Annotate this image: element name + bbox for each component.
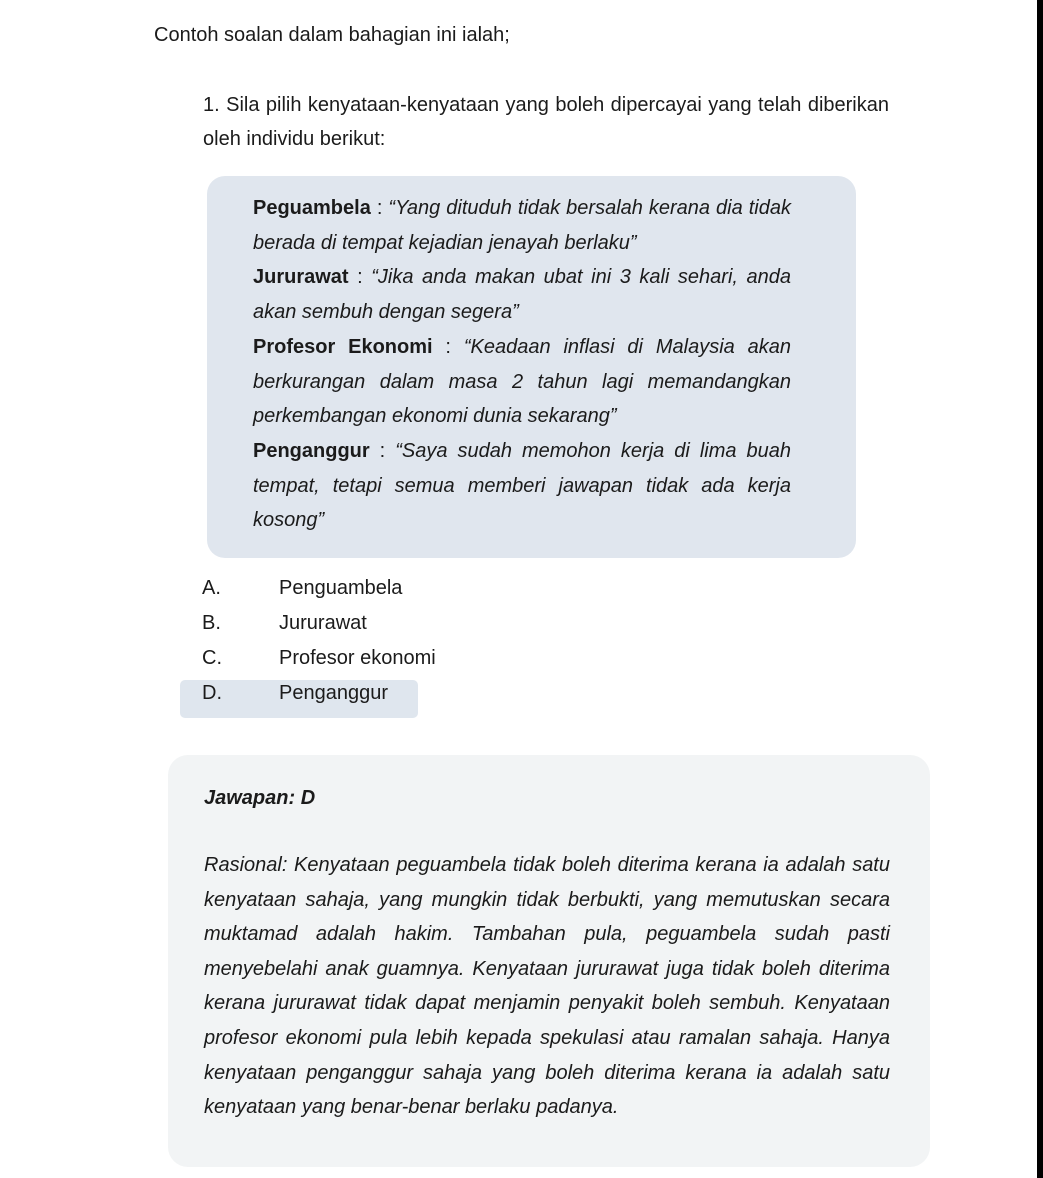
option-letter: D. <box>202 682 222 704</box>
answer-title: Jawapan: D <box>204 787 316 809</box>
statements-box <box>207 176 856 558</box>
option-text: Penguambela <box>279 577 403 599</box>
answer-options <box>180 571 600 711</box>
option-a[interactable] <box>180 571 600 606</box>
statement-speaker: Penganggur <box>253 439 370 462</box>
statement-speaker: Profesor Ekonomi <box>253 335 433 358</box>
statement-profesor-ekonomi: Profesor Ekonomi : “Keadaan inflasi di Malaysia akan berkurangan dalam masa 2 tahun lagi memandangkan perkembangan ekonomi dunia sekarang” <box>253 335 791 428</box>
option-letter: A. <box>202 577 221 599</box>
statement-penganggur: Penganggur : “Saya sudah memohon kerja di lima buah tempat, tetapi semua memberi jawapan tidak ada kerja kosong” <box>253 439 791 532</box>
option-text: Jururawat <box>279 612 367 634</box>
statement-speaker: Peguambela <box>253 197 371 219</box>
option-text: Profesor ekonomi <box>279 647 436 669</box>
answer-box <box>168 755 930 1167</box>
statement-quote: “Yang dituduh tidak bersalah kerana dia tidak berada di tempat kejadian jenayah berlaku” <box>253 197 791 254</box>
statement-quote: “Saya sudah memohon kerja di lima buah tempat, tetapi semua memberi jawapan tidak ada kerja kosong” <box>253 439 791 532</box>
option-b[interactable] <box>180 606 600 641</box>
option-text: Penganggur <box>279 682 388 704</box>
statement-quote: “Jika anda makan ubat ini 3 kali sehari, anda akan sembuh dengan segera” <box>253 266 792 324</box>
question-number: 1. <box>203 94 220 116</box>
statement-quote: “Keadaan inflasi di Malaysia akan berkurangan dalam masa 2 tahun lagi memandangkan perkembangan ekonomi dunia sekarang” <box>253 335 791 428</box>
statement-speaker: Jururawat <box>253 266 349 289</box>
answer-rationale: Rasional: Kenyataan peguambela tidak boleh diterima kerana ia adalah satu kenyataan sahaja, yang mungkin tidak berbukti, yang memutuskan secara muktamad adalah hakim. Tambahan pula, peguambela sudah pasti menyebelahi anak guamnya. Kenyataan jururawat juga tidak boleh diterima kerana jururawat tidak dapat menjamin penyakit boleh sembuh. Kenyataan profesor ekonomi pula lebih kepada spekulasi atau ramalan sahaja. Hanya kenyataan penganggur sahaja yang boleh diterima kerana ia adalah satu kenyataan yang benar-benar berlaku padanya. <box>204 854 890 1119</box>
option-letter: C. <box>202 647 222 669</box>
statement-peguambela: Peguambela : “Yang dituduh tidak bersalah kerana dia tidak berada di tempat kejadian jenayah berlaku” <box>253 197 791 254</box>
statement-jururawat: Jururawat : “Jika anda makan ubat ini 3 kali sehari, anda akan sembuh dengan segera” <box>253 266 792 324</box>
question-body: Sila pilih kenyataan-kenyataan yang boleh dipercayai yang telah diberikan oleh individu berikut: <box>203 94 889 150</box>
option-d[interactable] <box>180 676 600 711</box>
option-letter: B. <box>202 612 221 634</box>
intro-text: Contoh soalan dalam bahagian ini ialah; <box>154 24 510 46</box>
option-c[interactable] <box>180 641 600 676</box>
question-text <box>203 88 889 156</box>
